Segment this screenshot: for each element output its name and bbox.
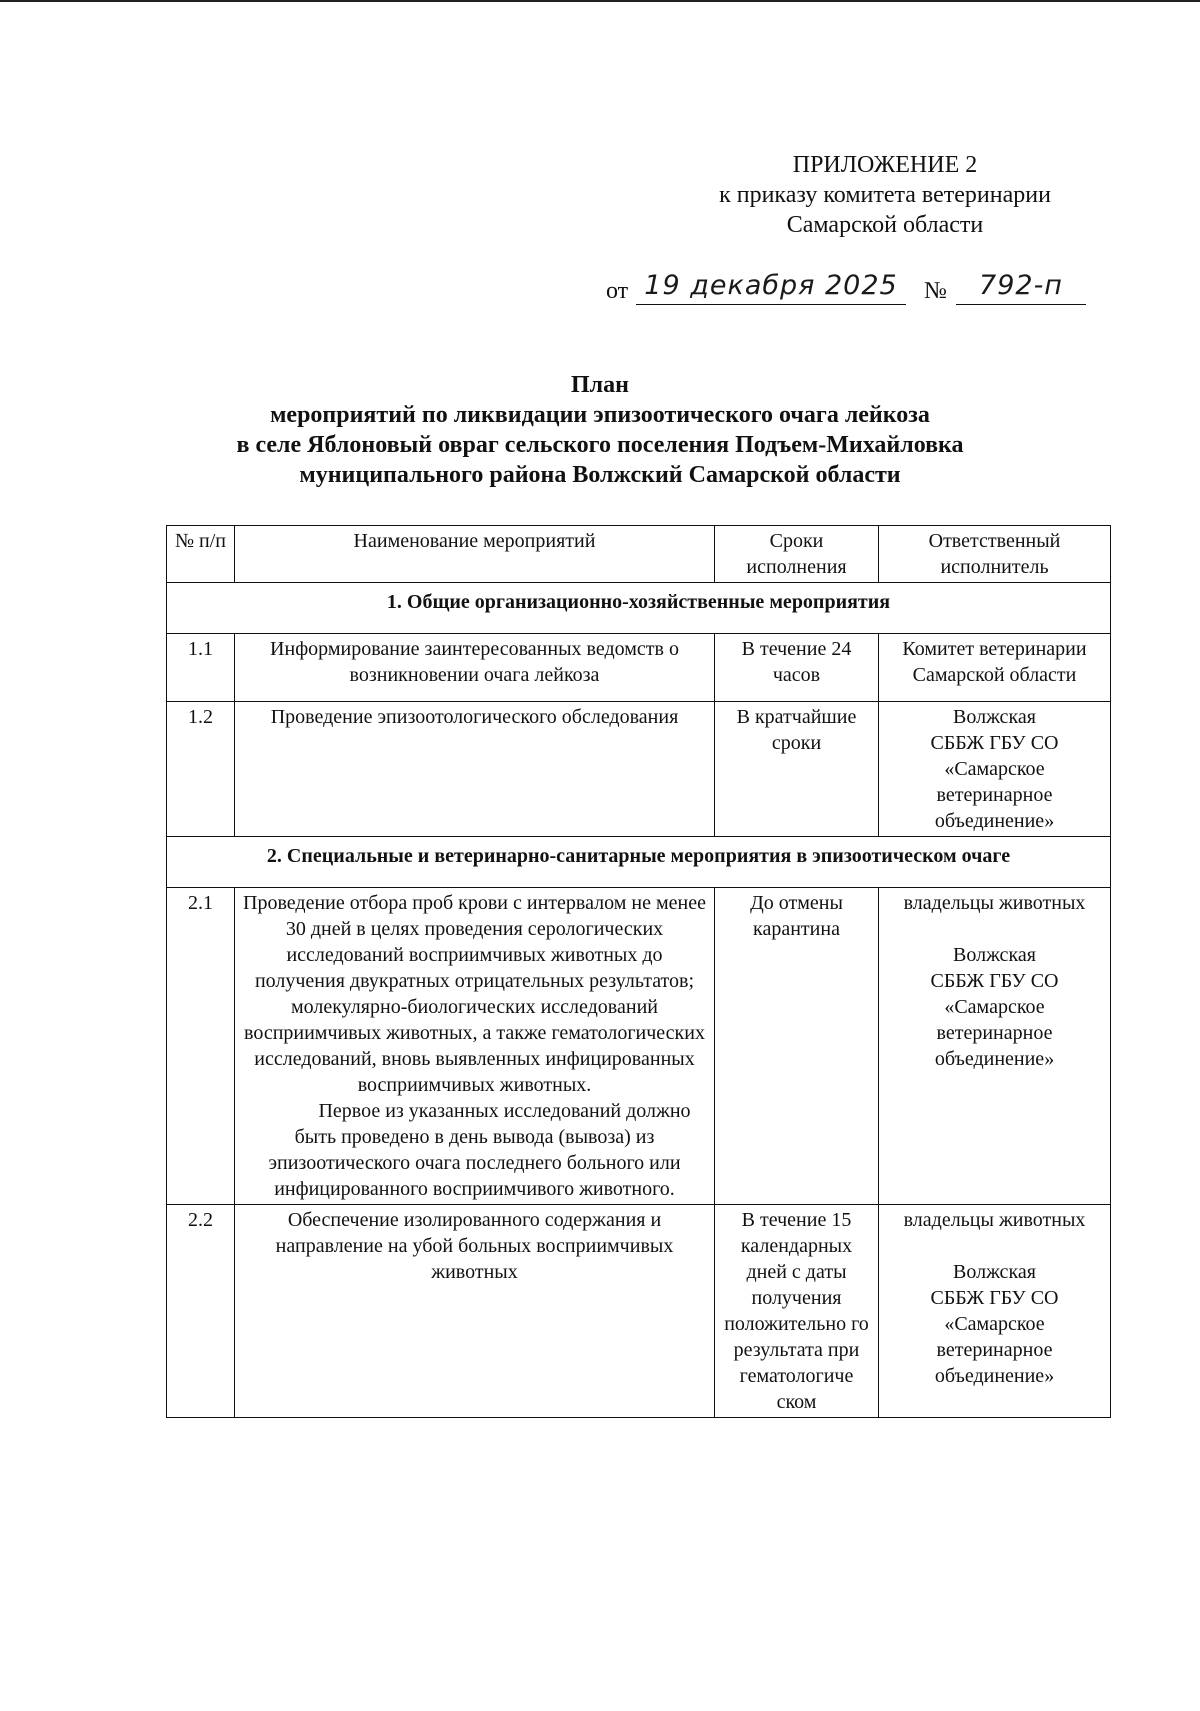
resp-gap [885,1233,1104,1259]
table-row [167,1205,1111,1418]
table-row [167,702,1111,837]
resp-line: Волжская [953,706,1036,728]
table-row [167,888,1111,1205]
appendix-title: ПРИЛОЖЕНИЕ 2 [792,152,978,178]
order-number-label: № [924,278,947,304]
header-responsible: Ответственный исполнитель [879,526,1111,583]
row-term: В кратчайшие сроки [715,702,879,837]
scan-edge [0,0,1200,2]
resp-line: Волжская [953,1261,1036,1283]
appendix-line-1: к приказу комитета ветеринарии [719,182,1051,208]
resp-owner: владельцы животных [903,892,1086,914]
row-name: Проведение эпизоотологического обследования [235,702,715,837]
row-name: Обеспечение изолированного содержания и направление на убой больных восприимчивых животных [235,1205,715,1418]
resp-line: объединение» [934,1048,1055,1070]
header-num: № п/п [167,526,235,583]
header-term: Сроки исполнения [715,526,879,583]
row-name [235,888,715,1205]
resp-line: СББЖ ГБУ СО [930,1287,1059,1309]
row-name-text: Проведение отбора проб крови с интервалом не менее 30 дней в целях проведения серологических исследований восприимчивых животных до получения двукратных отрицательных результатов; молекулярно-биологических исследований восприимчивых животных, а также гематологических исследований, вновь выявленных инфицированных восприимчивых животных. [243,892,706,1096]
row-term: В течение 24 часов [715,634,879,702]
header-name: Наименование мероприятий [235,526,715,583]
title-line-4: муниципального района Волжский Самарской области [299,462,901,488]
section-title-1: 1. Общие организационно-хозяйственные мероприятия [167,583,1111,634]
title-line-3: в селе Яблоновый овраг сельского поселения Подъем-Михайловка [236,432,964,458]
row-num: 1.2 [167,702,235,837]
resp-line: объединение» [934,810,1055,832]
appendix-line-2: Самарской области [786,212,984,238]
row-num: 2.1 [167,888,235,1205]
resp-line: ветеринарное [936,1022,1053,1044]
row-name-extra: Первое из указанных исследований должно быть проведено в день вывода (вывоза) из эпизоотического очага последнего больного или инфицированного восприимчивого животного. [268,1100,691,1200]
resp-line: ветеринарное [936,784,1053,806]
row-responsible [879,1205,1111,1418]
resp-line: СББЖ ГБУ СО [930,970,1059,992]
row-term: До отмены карантина [715,888,879,1205]
table-row [167,634,1111,702]
section-title-2: 2. Специальные и ветеринарно-санитарные мероприятия в эпизоотическом очаге [167,837,1111,888]
order-date-handwritten: 19 декабря 2025 [636,270,906,305]
appendix-header [660,150,1110,240]
order-reference [606,270,1126,310]
order-number-handwritten: 792-п [956,270,1086,305]
row-responsible [879,702,1111,837]
row-responsible: Комитет ветеринарии Самарской области [879,634,1111,702]
row-num: 1.1 [167,634,235,702]
row-responsible [879,888,1111,1205]
document-title [150,370,1050,490]
resp-line: «Самарское [944,758,1045,780]
section-row-2 [167,837,1111,888]
resp-gap [885,916,1104,942]
resp-line: «Самарское [944,996,1045,1018]
resp-line: Волжская [953,944,1036,966]
resp-line: объединение» [934,1365,1055,1387]
section-row-1 [167,583,1111,634]
resp-owner: владельцы животных [903,1209,1086,1231]
row-name: Информирование заинтересованных ведомств о возникновении очага лейкоза [235,634,715,702]
table-header-row [167,526,1111,583]
plan-table [166,525,1111,1418]
title-line-1: План [571,372,629,398]
row-num: 2.2 [167,1205,235,1418]
order-from-label: от [606,278,629,304]
title-line-2: мероприятий по ликвидации эпизоотического очага лейкоза [270,402,930,428]
resp-line: ветеринарное [936,1339,1053,1361]
row-term: В течение 15 календарных дней с даты получения положительно го результата при гематологиче ском [715,1205,879,1418]
resp-line: СББЖ ГБУ СО [930,732,1059,754]
resp-line: «Самарское [944,1313,1045,1335]
